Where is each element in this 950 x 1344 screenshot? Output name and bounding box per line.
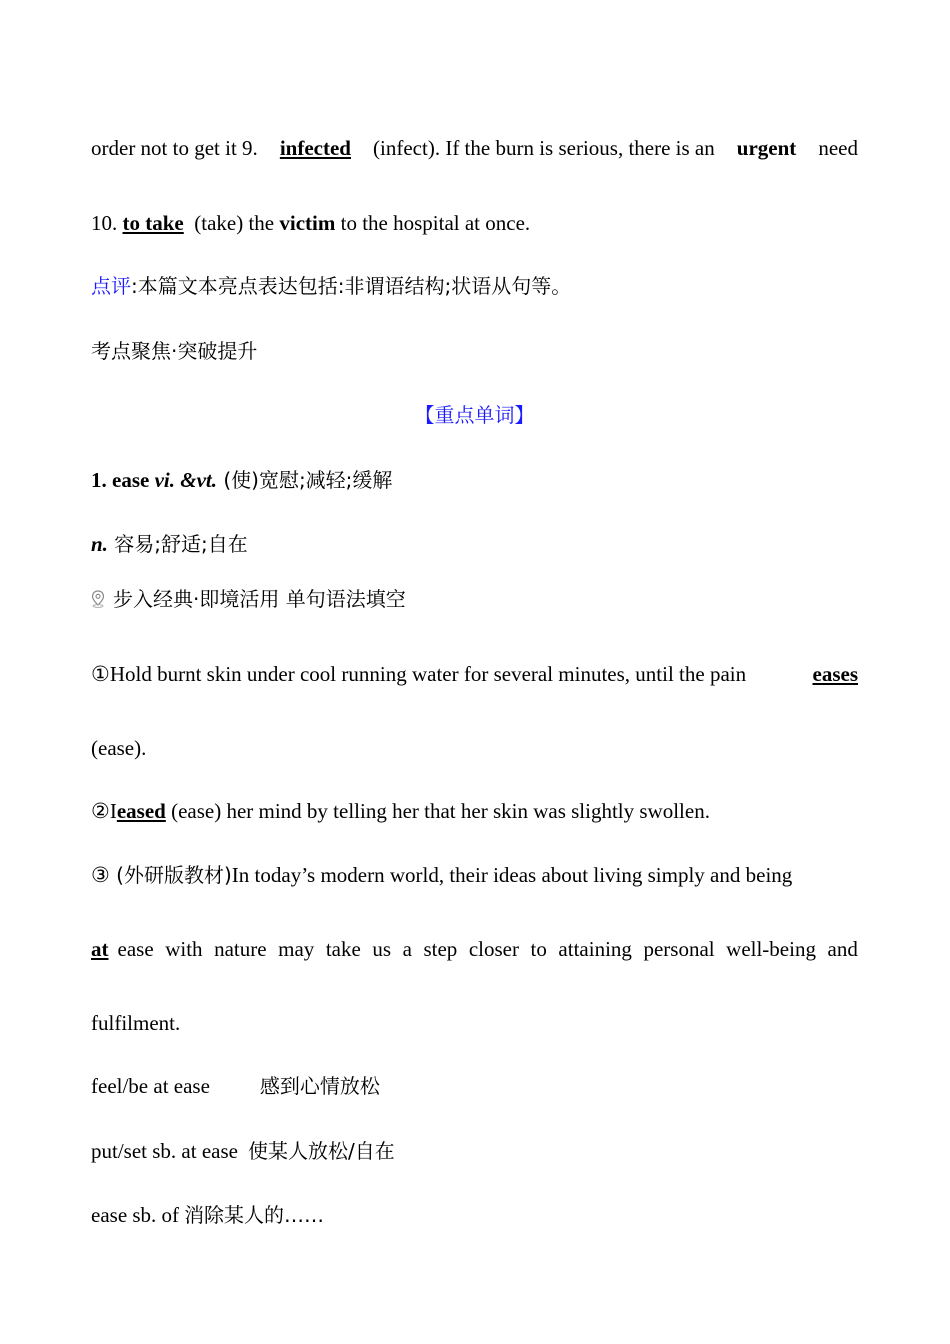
exercise-1-line-1	[91, 660, 858, 688]
word: us	[372, 937, 392, 961]
word: well-being	[726, 937, 816, 961]
exercise-3-line-1	[91, 861, 858, 889]
exercise-title: 步入经典·即境活用 单句语法填空	[113, 587, 406, 611]
phrase-row	[91, 1137, 858, 1165]
answer-9: infected	[279, 136, 351, 160]
exercise-2	[91, 797, 858, 825]
exercise-text: In today’s modern world, their ideas about living simply and being	[231, 863, 793, 887]
exercise-1-line-2: (ease).	[91, 736, 147, 760]
comment-text: :本篇文本亮点表达包括:非谓语结构;状语从句等。	[131, 274, 572, 298]
word: with	[165, 937, 203, 961]
passage-text: (take) the	[189, 211, 275, 235]
word-meaning: (使)宽慰;减轻;缓解	[216, 468, 393, 492]
answer-eased: eased	[116, 799, 166, 823]
phrase-english: feel/be at ease	[91, 1074, 210, 1098]
word: and	[827, 937, 858, 961]
word: a	[402, 937, 412, 961]
exercise-text: (ease) her mind by telling her that her skin was slightly swollen.	[171, 799, 710, 823]
part-of-speech: vi. &vt.	[154, 468, 217, 492]
exercise-text	[118, 935, 859, 963]
phrase-chinese: 消除某人的……	[184, 1203, 325, 1227]
phrase-chinese: 使某人放松/自在	[247, 1139, 395, 1163]
answer-eases: eases	[812, 662, 858, 686]
key-words-heading: 【重点单词】	[414, 403, 535, 427]
word-entry-ease	[91, 466, 858, 494]
item-number: 10.	[91, 211, 118, 235]
phrase-row	[91, 1072, 858, 1100]
answer-at: at	[91, 937, 109, 961]
item-number: ③	[91, 863, 110, 887]
keyword-urgent: urgent	[736, 136, 797, 160]
word-head: 1. ease	[91, 468, 150, 492]
phrase-chinese: 感到心情放松	[259, 1074, 380, 1098]
word: to	[530, 937, 547, 961]
word: nature	[214, 937, 267, 961]
exercise-3-line-2	[91, 935, 858, 963]
word: closer	[468, 937, 519, 961]
section-title: 考点聚焦·突破提升	[91, 339, 258, 363]
comment-line	[91, 272, 858, 300]
word: step	[423, 937, 458, 961]
word: take	[325, 937, 361, 961]
passage-line-2	[91, 209, 858, 237]
exercise-text: ②I	[91, 799, 117, 823]
answer-10: to take	[122, 211, 184, 235]
word: attaining	[558, 937, 632, 961]
phrase-english: ease sb. of	[91, 1203, 180, 1227]
passage-text: need	[818, 136, 858, 160]
word: ease	[117, 937, 154, 961]
phrase-row	[91, 1201, 858, 1229]
keyword-victim: victim	[279, 211, 336, 235]
passage-text: order not to get it 9.	[91, 136, 258, 160]
word: may	[278, 937, 315, 961]
passage-text: (infect). If the burn is serious, there is an	[373, 136, 715, 160]
exercise-text: ①Hold burnt skin under cool running water for several minutes, until the pain	[91, 662, 747, 686]
passage-line-1	[91, 134, 858, 162]
passage-text: to the hospital at once.	[340, 211, 531, 235]
word-meaning: 容易;舒适;自在	[107, 532, 248, 556]
part-of-speech: n.	[91, 532, 108, 556]
textbook-source: (外研版教材)	[109, 863, 232, 887]
exercise-3-line-3: fulfilment.	[91, 1011, 181, 1035]
word: personal	[643, 937, 715, 961]
phrase-english: put/set sb. at ease	[91, 1139, 238, 1163]
exercise-title-line	[91, 585, 858, 613]
location-pin-icon	[91, 590, 105, 608]
comment-label: 点评	[91, 274, 131, 298]
word-entry-noun	[91, 530, 858, 558]
